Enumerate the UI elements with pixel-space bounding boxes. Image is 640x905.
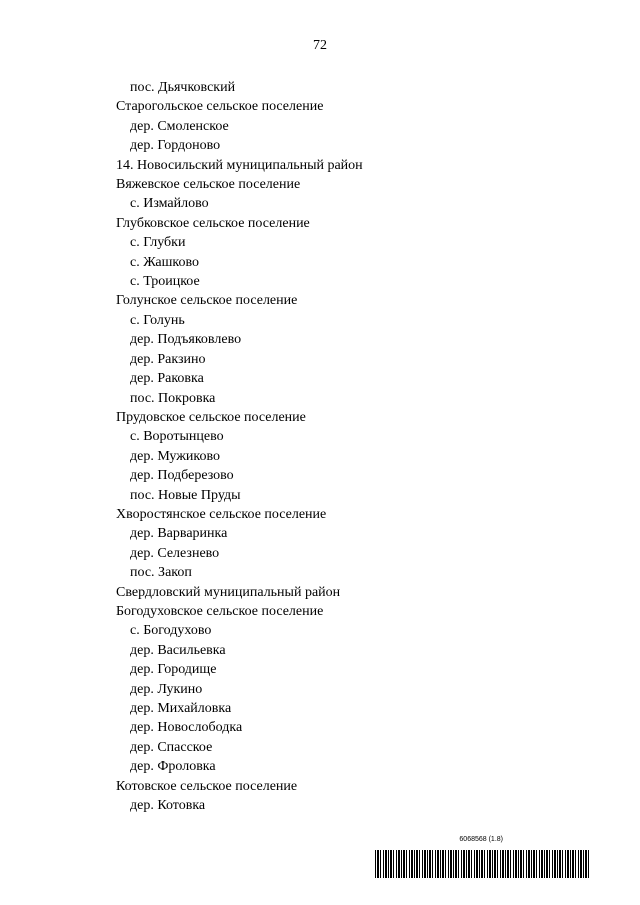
barcode [375,850,591,878]
settlement-item: пос. Покровка [130,390,216,406]
settlement-item: дер. Гордоново [130,138,221,154]
district-heading: Богодуховское сельское поселение [116,603,324,619]
district-heading: Хворостянское сельское поселение [116,506,327,522]
settlement-item: с. Измайлово [130,196,209,212]
settlement-item: дер. Новослободка [130,720,243,736]
settlement-item: с. Воротынцево [130,429,224,445]
settlement-item: с. Богодухово [130,623,212,639]
settlement-item: дер. Васильевка [130,642,226,658]
settlement-item: с. Жашково [130,254,200,270]
settlement-item: дер. Селезнево [130,545,220,561]
settlement-list [116,78,363,815]
settlement-item: дер. Фроловка [130,759,216,775]
district-heading: Голунское сельское поселение [116,293,298,309]
district-heading: Свердловский муниципальный район [116,584,341,600]
settlement-item: пос. Новые Пруды [130,487,241,503]
settlement-item: пос. Закоп [130,565,192,581]
district-heading: Глубковское сельское поселение [116,215,310,231]
settlement-item: дер. Смоленское [130,118,229,134]
settlement-item: с. Голунь [130,312,185,328]
settlement-item: дер. Подъяковлево [130,332,242,348]
district-heading: Вяжевское сельское поселение [116,177,301,193]
settlement-item: с. Троицкое [130,274,200,290]
settlement-item: дер. Варваринка [130,526,228,542]
settlement-item: дер. Раковка [130,371,204,387]
settlement-item: дер. Подберезово [130,468,234,484]
settlement-item: дер. Спасское [130,739,213,755]
settlement-item: пос. Дьячковский [130,80,236,95]
district-heading: Старогольское сельское поселение [116,99,324,115]
settlement-item: дер. Котовка [130,798,206,814]
settlement-item: дер. Ракзино [130,351,206,367]
district-heading: Котовское сельское поселение [116,778,298,794]
barcode-number: 6068568 (1.8) [459,836,503,843]
settlement-item: дер. Мужиково [130,448,221,464]
settlement-item: дер. Михайловка [130,701,232,716]
settlement-item: дер. Лукино [130,681,203,697]
settlement-item: с. Глубки [130,235,186,251]
district-heading: Прудовское сельское поселение [116,409,306,425]
page-number: 72 [313,38,327,53]
barcode-block [375,836,591,878]
district-heading: 14. Новосильский муниципальный район [116,157,363,173]
settlement-item: дер. Городище [130,662,217,678]
